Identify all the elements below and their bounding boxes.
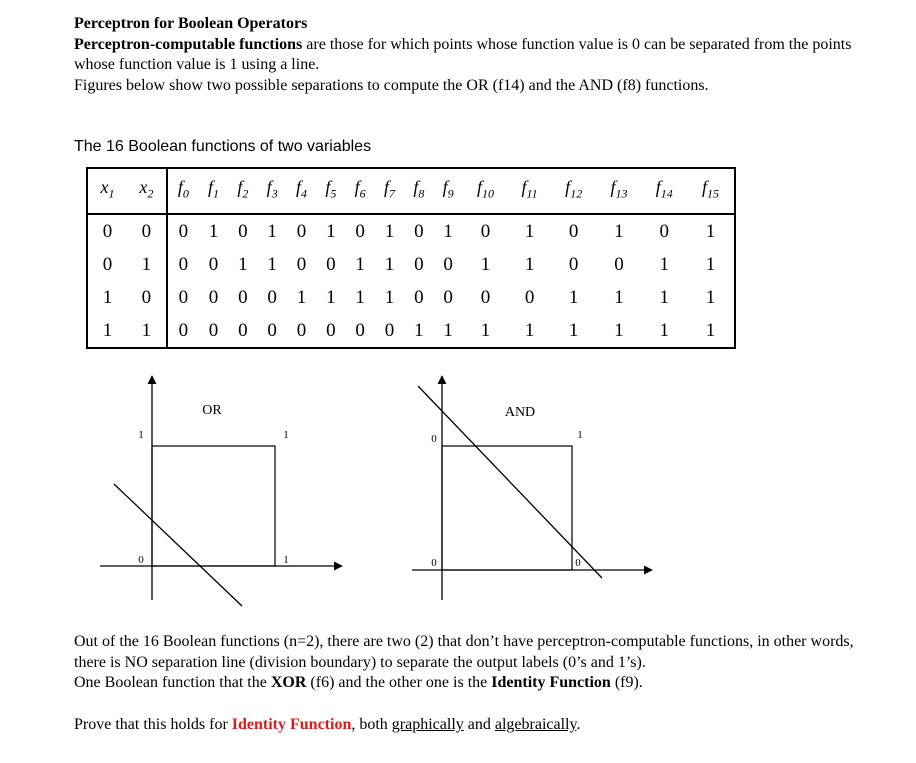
value-cell: 1 xyxy=(443,319,453,341)
function-header-f9: $f_9$ xyxy=(442,177,454,201)
value-cell: 1 xyxy=(326,286,336,308)
value-cell: 1 xyxy=(296,286,307,308)
function-header-f12: $f_{12}$ xyxy=(565,177,583,201)
outro-sentence-2a: One Boolean function that the xyxy=(74,674,271,691)
or-title: OR xyxy=(202,403,222,418)
and-label-top-right: 1 xyxy=(577,429,583,441)
value-cell: 0 xyxy=(326,253,336,275)
figures-note: Figures below show two possible separations to compute the OR (f14) and the AND (f8) functions. xyxy=(74,76,709,94)
value-cell: 0 xyxy=(659,220,670,242)
definition-body: are those for which points whose function value is 0 can be separated from the points whose function value is 1 using a line. xyxy=(74,35,852,73)
value-cell: 1 xyxy=(355,286,365,308)
value-cell: 0 xyxy=(384,319,395,341)
outro-paragraph-2 xyxy=(74,673,864,694)
input-header-x1: $x_1$ xyxy=(100,177,115,201)
section-title: Perceptron for Boolean Operators xyxy=(74,15,308,32)
value-cell: 1 xyxy=(705,286,716,308)
prove-algebraically: algebraically xyxy=(494,716,577,733)
input-cell: 1 xyxy=(127,248,167,281)
value-cell: 1 xyxy=(267,220,277,242)
function-header-f1: $f_1$ xyxy=(208,177,220,201)
or-label-bottom-left: 0 xyxy=(138,554,144,566)
input-header-x2: $x_2$ xyxy=(127,168,167,214)
or-separation-line xyxy=(114,484,242,606)
and-label-top-left: 0 xyxy=(431,433,437,445)
table-header-row xyxy=(87,168,735,214)
outro-paragraph xyxy=(74,632,864,673)
value-cell: 0 xyxy=(208,253,219,275)
function-header-f6: $f_6$ xyxy=(354,177,366,201)
value-cell: 1 xyxy=(384,253,395,275)
input-cell: 0 xyxy=(102,220,113,242)
value-cell: 0 xyxy=(326,319,336,341)
value-cell: 1 xyxy=(355,253,365,275)
value-cell: 1 xyxy=(568,319,579,341)
input-cell: 0 xyxy=(102,253,113,275)
function-header-f10: $f_{10}$ xyxy=(476,177,494,201)
value-cell: 0 xyxy=(355,319,365,341)
value-cell: 1 xyxy=(480,253,491,275)
separation-diagrams xyxy=(90,368,670,608)
or-label-bottom-right: 1 xyxy=(283,554,289,566)
value-cell: 0 xyxy=(443,253,453,275)
or-label-top-right: 1 xyxy=(283,429,289,441)
value-cell: 0 xyxy=(267,319,277,341)
value-cell: 0 xyxy=(296,319,307,341)
input-cell: 0 xyxy=(127,281,167,314)
value-cell: 1 xyxy=(614,220,624,242)
value-cell: 1 xyxy=(326,220,336,242)
definition-term: Perceptron-computable functions xyxy=(74,35,303,53)
value-cell: 0 xyxy=(296,253,307,275)
table-body xyxy=(87,214,735,348)
value-cell: 0 xyxy=(238,319,248,341)
value-cell: 1 xyxy=(384,220,395,242)
value-cell: 1 xyxy=(659,286,670,308)
value-cell: 1 xyxy=(524,220,535,242)
outro-sentence-2b: (f6) and the other one is the xyxy=(306,674,492,691)
function-header-f8: $f_8$ xyxy=(413,177,425,201)
outro-section xyxy=(74,632,864,694)
table-row xyxy=(87,314,735,348)
intro-section xyxy=(74,14,864,96)
value-cell: 0 xyxy=(480,286,491,308)
value-cell: 1 xyxy=(208,220,219,242)
value-cell: 0 xyxy=(238,286,248,308)
or-diagram xyxy=(100,376,342,606)
value-cell: 0 xyxy=(443,286,453,308)
value-cell: 0 xyxy=(524,286,535,308)
and-diagram xyxy=(412,376,652,600)
table-row xyxy=(87,281,735,314)
prove-text-d: . xyxy=(576,716,581,733)
value-cell: 1 xyxy=(524,319,535,341)
value-cell: 0 xyxy=(208,319,219,341)
prove-text-a: Prove that this holds for xyxy=(74,716,232,733)
value-cell: 1 xyxy=(705,319,716,341)
function-header-f5: $f_5$ xyxy=(325,177,337,201)
identity-term: Identity Function xyxy=(491,674,611,691)
input-cell: 1 xyxy=(127,314,167,348)
value-cell: 1 xyxy=(524,253,535,275)
value-cell: 1 xyxy=(614,319,624,341)
value-cell: 1 xyxy=(659,253,670,275)
value-cell: 0 xyxy=(178,286,189,308)
outro-sentence-1: Out of the 16 Boolean functions (n=2), there are two (2) that don’t have perceptron-computable functions, in other words, there is NO separation line (division boundary) to separate the output labels (0’s and 1’s). xyxy=(74,633,854,671)
input-cell: 1 xyxy=(102,319,113,341)
value-cell: 1 xyxy=(443,220,453,242)
or-unit-square xyxy=(152,446,275,566)
value-cell: 1 xyxy=(384,286,395,308)
value-cell: 1 xyxy=(705,220,716,242)
prove-identity-function: Identity Function xyxy=(231,716,352,733)
input-cell: 0 xyxy=(127,214,167,248)
and-label-bottom-right: 0 xyxy=(575,557,581,569)
function-header-f11: $f_{11}$ xyxy=(521,177,538,201)
prove-graphically: graphically xyxy=(391,716,464,733)
value-cell: 1 xyxy=(267,253,277,275)
value-cell: 0 xyxy=(414,253,424,275)
value-cell: 1 xyxy=(568,286,579,308)
function-header-f15: $f_{15}$ xyxy=(701,177,719,201)
prove-task xyxy=(74,716,580,734)
value-cell: 1 xyxy=(480,319,491,341)
value-cell: 1 xyxy=(659,319,670,341)
function-header-f3: $f_3$ xyxy=(266,177,278,201)
and-label-bottom-left: 0 xyxy=(431,557,437,569)
table-caption: The 16 Boolean functions of two variables xyxy=(74,138,372,155)
value-cell: 0 xyxy=(208,286,219,308)
value-cell: 0 xyxy=(414,286,424,308)
function-header-f14: $f_{14}$ xyxy=(655,177,673,201)
value-cell: 0 xyxy=(178,220,189,242)
prove-text-c: and xyxy=(463,716,495,733)
value-cell: 0 xyxy=(355,220,365,242)
or-label-top-left: 1 xyxy=(138,429,144,441)
function-header-f4: $f_4$ xyxy=(296,177,308,201)
function-header-f2: $f_2$ xyxy=(237,177,249,201)
value-cell: 1 xyxy=(414,319,424,341)
table-row xyxy=(87,214,735,248)
prove-text-b: , both xyxy=(351,716,392,733)
boolean-functions-table xyxy=(86,167,736,349)
input-cell: 1 xyxy=(102,286,113,308)
value-cell: 0 xyxy=(178,253,189,275)
and-title: AND xyxy=(504,405,536,420)
function-header-f13: $f_{13}$ xyxy=(610,177,628,201)
value-cell: 0 xyxy=(267,286,277,308)
function-header-f7: $f_7$ xyxy=(383,177,395,201)
and-unit-square xyxy=(442,446,572,570)
value-cell: 0 xyxy=(238,220,248,242)
value-cell: 1 xyxy=(614,286,624,308)
value-cell: 1 xyxy=(238,253,248,275)
value-cell: 0 xyxy=(568,220,579,242)
xor-term: XOR xyxy=(270,674,307,691)
value-cell: 0 xyxy=(414,220,424,242)
definition-text xyxy=(74,35,864,76)
value-cell: 0 xyxy=(480,220,491,242)
table-row xyxy=(87,248,735,281)
value-cell: 0 xyxy=(568,253,579,275)
value-cell: 0 xyxy=(296,220,307,242)
value-cell: 0 xyxy=(614,253,624,275)
value-cell: 1 xyxy=(705,253,716,275)
outro-sentence-2c: (f9). xyxy=(610,674,643,691)
value-cell: 0 xyxy=(178,319,189,341)
function-header-f0: $f_0$ xyxy=(177,177,189,201)
